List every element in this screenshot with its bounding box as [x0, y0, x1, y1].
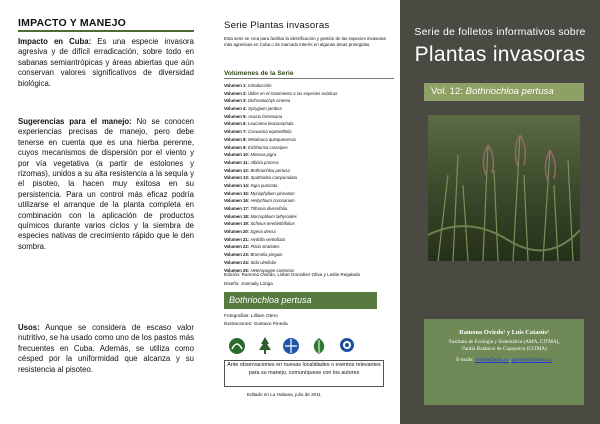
observations-box: Ante observaciones en nuevas localidades o eventos relevantes para su manejo, comuníquese con los autores — [224, 360, 384, 387]
volume-title: Útiles en el tratamiento a las especies exóticas — [248, 90, 338, 96]
management-paragraph — [18, 117, 194, 252]
affiliation-1: ¹Instituto de Ecología y Sistemática (AMA, CITMA), — [448, 339, 560, 345]
cover-series-line: Serie de folletos informativos sobre — [414, 26, 586, 38]
emails — [428, 357, 580, 364]
volume-number: Volumen 11: — [224, 159, 249, 165]
volume-number: Volumen 3: — [224, 98, 247, 104]
volume-title: Leucaena leucocephala — [248, 121, 294, 127]
email-label: E-mails: — [456, 357, 475, 363]
volume-number: Volumen 1: — [224, 83, 247, 88]
series-description: Esta serie se crea para facilitar la identificación y gestión de las especies invasoras más agresivas en Cuba o de marcado interés en algunas áreas protegidas. — [224, 36, 386, 48]
volume-title: Bromelia pinguin — [250, 252, 283, 258]
uses-paragraph — [18, 323, 194, 375]
email-separator: ; — [508, 357, 512, 363]
volume-item — [224, 128, 394, 136]
volume-title: Egeria densa — [250, 229, 276, 235]
volume-item — [224, 144, 394, 152]
volume-item — [224, 174, 394, 182]
volume-number: Volumen 23: — [224, 252, 250, 258]
volume-title: Syzygium jambos — [248, 106, 282, 112]
volume-item — [224, 259, 394, 267]
illustrations-credit: Ilustraciones: Gustavo Pineda — [224, 321, 288, 327]
volume-title: Melaleuca quinquenervia — [248, 136, 296, 142]
species-banner: Bothriochloa pertusa — [224, 292, 377, 309]
volume-number: Volumen 15: — [224, 190, 250, 196]
volume-item — [224, 82, 394, 90]
photo-credits — [224, 313, 288, 328]
institution-logo-1-icon — [226, 336, 248, 356]
impact-heading: IMPACTO Y MANEJO — [18, 17, 194, 32]
volume-number: Volumen 5: — [224, 113, 247, 119]
volume-item — [224, 236, 394, 244]
volume-title: Sida ulmifolia — [250, 259, 276, 265]
volume-item — [224, 251, 394, 259]
volume-number: Volumen 22: — [224, 244, 250, 250]
volume-title: Heteropogon contortus — [250, 267, 295, 273]
uses-label: Usos: — [18, 323, 40, 332]
volume-number: Volumen 16: — [224, 198, 250, 204]
volume-number: Volumen 18: — [224, 213, 250, 219]
volume-item — [224, 213, 394, 221]
volume-title: Myriophyllum pinnatum — [250, 190, 295, 196]
volume-title: Introducción — [248, 83, 272, 88]
management-text: No se conocen experiencias precisas de manejo, pero debe tenerse en cuenta que es una hierba perenne, cuyos mecanismos de dispersión por el viento y por vía vegetativa (a partir de estolones y rizomas), unidos a su alta resistencia a la sequía y el pisoteo, la hacen muy exitosa en su persistencia. Para un control más eficaz podría utilizarse el arranque de la planta completa en combinación con la aplicación de productos químicos durante varios ciclos y la siembra de especies nativas de crecimiento rápido que le den sombra. — [18, 117, 194, 251]
institution-logo-3-icon — [280, 336, 302, 356]
volume-item — [224, 90, 394, 98]
volume-number: Volumen 13: — [224, 175, 250, 181]
volume-prefix: Vol. 12: — [431, 86, 466, 97]
email-link-2[interactable]: jgunme@unsion.cu — [511, 357, 552, 363]
volume-title: Ingia punctata — [250, 182, 278, 188]
volume-item — [224, 182, 394, 190]
impact-paragraph — [18, 37, 194, 89]
volume-number: Volumen 8: — [224, 136, 247, 142]
volume-number: Volumen 12: — [224, 167, 250, 173]
volume-item — [224, 151, 394, 159]
volume-title: Eichhornia crassipes — [248, 144, 288, 150]
volume-item — [224, 228, 394, 236]
impact-label: Impacto en Cuba: — [18, 37, 92, 46]
volume-number: Volumen 10: — [224, 152, 250, 158]
volume-item — [224, 120, 394, 128]
edition-credit: Edición: Ramona Oviedo, Lisbet González-Oliva y Leslie Regalado — [224, 272, 361, 277]
email-link-1[interactable]: oviedo@ama.cu — [475, 357, 509, 363]
volume-number: Volumen 19: — [224, 221, 250, 227]
volume-number: Volumen 17: — [224, 206, 250, 211]
photos-credit: Fotografías: Lilliam Otero — [224, 314, 278, 319]
volume-item — [224, 159, 394, 167]
volume-title: Acacia farnesiana — [248, 113, 283, 119]
affiliation-2: ²Jardín Botánico de Cupaynicu (CITMA) — [461, 346, 547, 352]
volume-banner — [424, 83, 584, 101]
volume-item — [224, 190, 394, 198]
volume-item — [224, 105, 394, 113]
institution-logo-2-icon — [254, 336, 276, 356]
volume-title: Dichrostachys cinerea — [248, 98, 291, 104]
volume-number: Volumen 4: — [224, 106, 247, 112]
design-credit: Diseño: Josmaily Lóriga — [224, 281, 273, 286]
volume-item — [224, 97, 394, 105]
volume-item — [224, 243, 394, 251]
volume-number: Volumen 24: — [224, 259, 250, 265]
authors: Ramona Oviedo¹ y Luis Catasús² — [459, 329, 549, 336]
logo-row — [224, 336, 374, 356]
series-title: Serie Plantas invasoras — [224, 20, 330, 31]
volumes-list — [224, 82, 394, 274]
volume-species: Bothriochloa pertusa — [465, 86, 554, 97]
volume-title: Pistia stratiotes — [250, 244, 280, 250]
volume-number: Volumen 9: — [224, 144, 247, 150]
management-label: Sugerencias para el manejo: — [18, 117, 132, 126]
grass-photo — [428, 115, 580, 261]
volume-number: Volumen 25: — [224, 267, 250, 273]
volume-title: Macroptilium lathyroides — [250, 213, 297, 219]
volume-item — [224, 167, 394, 175]
cover-title: Plantas invasoras — [414, 43, 586, 66]
volume-item — [224, 113, 394, 121]
volume-title: Tithonia diversifolia — [250, 206, 288, 211]
volume-title: Hedychium coronarium — [250, 198, 295, 204]
volume-title: Albizia procera — [250, 159, 279, 165]
volume-title: Schinus terebinthifolius — [250, 221, 295, 227]
volume-title: Bothriochloa pertusa — [250, 167, 290, 173]
authors-box — [424, 319, 584, 405]
volumes-heading: Volúmenes de la Serie — [224, 70, 394, 79]
volume-number: Volumen 14: — [224, 182, 250, 188]
institution-logo-4-icon — [308, 336, 330, 356]
uses-text: Aunque se considera de escaso valor nutritivo, se ha usado como uno de los pastos más frecuentes en Cuba. Además, se utiliza como césped por la uniformidad que alcanza y su resistencia al pisoteo. — [18, 323, 194, 374]
volume-title: Spathodea campanulata — [250, 175, 298, 181]
volume-item — [224, 197, 394, 205]
volume-title: Hydrilla verticillata — [250, 236, 286, 242]
volume-number: Volumen 6: — [224, 121, 247, 127]
volume-item — [224, 136, 394, 144]
impact-text: Es una especie invasora agresiva y de difícil erradicación, sobre todo en sabanas semiantrópicas y áreas abiertas que aún conservan valores significativos de diversidad biológica. — [18, 37, 194, 88]
grass-photo-illustration — [428, 115, 580, 261]
volume-number: Volumen 7: — [224, 129, 247, 135]
volume-title: Casuarina equisetifolia — [248, 129, 292, 135]
volume-item — [224, 205, 394, 213]
edition-place-date: Editado en La Habana, julio de 2011 — [247, 392, 321, 397]
volume-item — [224, 220, 394, 228]
volume-number: Volumen 21: — [224, 236, 250, 242]
volume-title: Mimosa pigra — [250, 152, 277, 158]
volume-number: Volumen 2: — [224, 90, 247, 96]
institution-logo-5-icon — [336, 336, 358, 356]
volume-number: Volumen 20: — [224, 229, 250, 235]
